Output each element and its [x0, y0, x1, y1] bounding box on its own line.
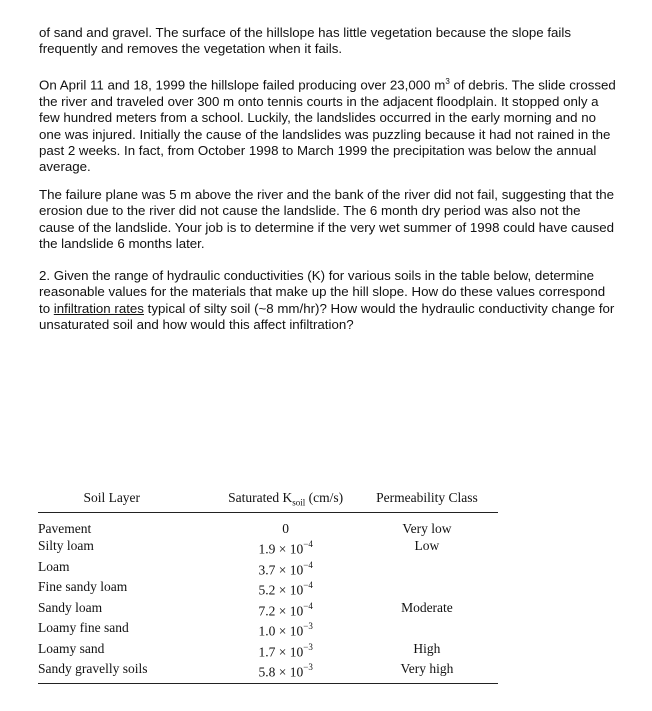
table-row	[38, 537, 498, 558]
landslide-text-part-2: of debris. The slide crossed the river and traveled over 300 m onto tennis courts in the adjacent floodplain. It stopped only a few hundred meters from a school. Luckily, the landslides occurred in the early morning and no one was injured. Initially the cause of the landslides was puzzling because it had not rained in the past 2 weeks. In fact, from October 1998 to March 1999 the precipitation was below the annual average.	[39, 77, 616, 175]
paragraph-failure-plane: The failure plane was 5 m above the river and the bank of the river did not fail, suggesting that the erosion due to the river did not cause the landslide. The 6 month dry period was also not the cause of the landslide. Your job is to determine if the very wet summer of 1998 could have caused the landslide 6 months later.	[39, 187, 615, 252]
paragraph-landslide-event	[39, 74, 619, 176]
header-k-subscript: soil	[292, 497, 306, 508]
k-value-cell	[216, 619, 356, 640]
soil-layer-cell: Loamy sand	[38, 640, 105, 656]
soil-layer-cell: Fine sandy loam	[38, 579, 128, 594]
table-row	[38, 640, 498, 661]
header-soil-layer: Soil Layer	[83, 490, 141, 505]
table-row	[38, 558, 498, 579]
permeability-cell: Moderate	[401, 599, 453, 615]
k-mantissa: 1.0 × 10	[258, 623, 304, 639]
k-mantissa: 1.9 × 10	[258, 541, 304, 557]
permeability-cell	[356, 578, 498, 599]
soil-conductivity-table	[38, 490, 498, 684]
permeability-cell: Very low	[402, 521, 452, 536]
k-mantissa: 5.8 × 10	[258, 664, 304, 680]
permeability-cell: Low	[414, 538, 440, 553]
k-exponent: −4	[303, 600, 313, 611]
k-mantissa: 3.7 × 10	[258, 562, 304, 577]
infiltration-rates-link[interactable]: infiltration rates	[53, 300, 144, 316]
k-exponent: −3	[303, 662, 313, 672]
paragraph-intro-continuation: of sand and gravel. The surface of the hillslope has little vegetation because the slope fails frequently and removes the vegetation when it fails.	[39, 25, 571, 57]
table-row	[38, 578, 498, 599]
soil-layer-cell: Loam	[38, 558, 70, 574]
cubic-superscript: 3	[445, 77, 450, 86]
k-value-cell	[216, 599, 356, 620]
table-row	[38, 660, 498, 683]
k-value-cell	[216, 660, 356, 683]
table-header-row	[38, 490, 498, 513]
k-exponent: −4	[303, 539, 313, 549]
soil-layer-cell: Sandy gravelly soils	[38, 661, 148, 676]
question-2-text-part-2: typical of silty soil (~8 mm/hr)? How would the hydraulic conductivity change for unsaturated soil and how would this affect infiltration?	[39, 300, 615, 333]
header-saturated-k	[216, 490, 356, 513]
k-exponent: −4	[303, 580, 313, 590]
k-exponent: −4	[303, 559, 313, 570]
table-row	[38, 599, 498, 620]
k-exponent: −3	[303, 641, 313, 652]
header-k-prefix: Saturated K	[228, 490, 293, 505]
question-2-text-part-1: 2. Given the range of hydraulic conductivities (K) for various soils in the table below, determine reasonable values for the materials that make up the hill slope. How do these values correspond to	[39, 268, 606, 316]
k-value-cell	[216, 578, 356, 599]
k-mantissa: 1.7 × 10	[258, 644, 304, 659]
soil-layer-cell: Loamy fine sand	[38, 620, 129, 635]
landslide-text-part-1: On April 11 and 18, 1999 the hillslope failed producing over 23,000 m	[39, 77, 446, 93]
k-value-cell	[216, 513, 356, 538]
header-k-unit: (cm/s)	[305, 490, 344, 505]
permeability-cell	[356, 558, 498, 579]
table-row	[38, 619, 498, 640]
k-mantissa: 7.2 × 10	[258, 603, 304, 618]
k-exponent: −3	[303, 621, 313, 631]
k-value-plain: 0	[282, 521, 290, 536]
permeability-cell: High	[413, 640, 441, 656]
table-row	[38, 513, 498, 538]
soil-layer-cell: Pavement	[38, 521, 92, 536]
k-value-cell	[216, 640, 356, 661]
k-value-cell	[216, 537, 356, 558]
permeability-cell	[356, 619, 498, 640]
soil-layer-cell: Sandy loam	[38, 599, 103, 615]
k-value-cell	[216, 558, 356, 579]
soil-layer-cell: Silty loam	[38, 538, 94, 553]
question-2	[39, 268, 619, 334]
k-mantissa: 5.2 × 10	[258, 582, 304, 598]
permeability-cell: Very high	[400, 661, 454, 676]
header-permeability-class: Permeability Class	[376, 490, 478, 505]
